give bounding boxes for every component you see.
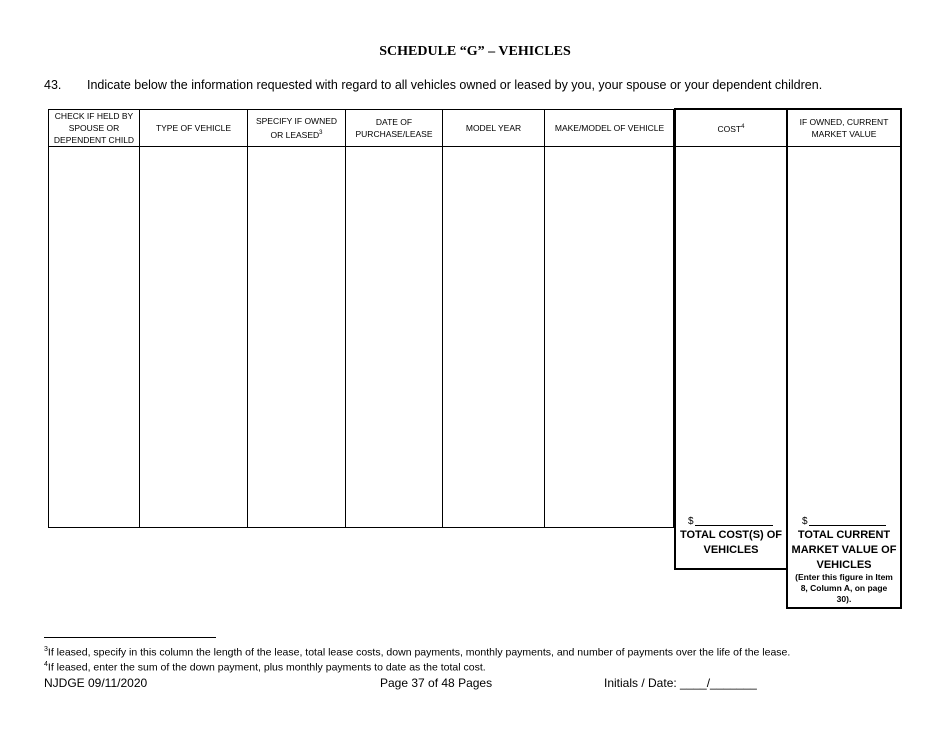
page-number: Page 37 of 48 Pages	[380, 676, 493, 690]
header-check-held: CHECK IF HELD BY SPOUSE OR DEPENDENT CHILD	[53, 111, 135, 145]
column-divider	[139, 109, 140, 528]
page-title: SCHEDULE “G” – VEHICLES	[379, 44, 571, 59]
total-market-value-label: TOTAL CURRENT MARKET VALUE OF VEHICLES	[791, 529, 897, 571]
market-value-note: (Enter this figure in Item 8, Column A, on page 30).	[795, 572, 893, 604]
footnote-ref: 3	[319, 130, 323, 137]
instruction-text: Indicate below the information requested with regard to all vehicles owned or leased by you, your spouse or your dependent children.	[87, 78, 823, 92]
market-total-bottom	[786, 607, 902, 609]
header-model-year: MODEL YEAR	[465, 123, 522, 133]
form-id: NJDGE 09/11/2020	[44, 676, 148, 690]
footnote-rule	[44, 637, 216, 638]
total-cost-label: TOTAL COST(S) OF VEHICLES	[679, 529, 783, 556]
header-type-of-vehicle: TYPE OF VEHICLE	[155, 123, 232, 133]
total-cost-input[interactable]	[695, 525, 773, 526]
footnote-3: $^3$If leased, specify in this column the length of the lease, total lease costs, down payments, monthly payments, and number of payments over the life of the lease.	[44, 646, 791, 659]
total-market-value-input[interactable]	[809, 525, 886, 526]
thick-right-border	[900, 108, 902, 609]
thick-middle-border	[786, 108, 788, 609]
cost-total-bottom	[674, 568, 788, 570]
column-divider	[247, 109, 248, 528]
header-market-value: IF OWNED, CURRENT MARKET VALUE	[799, 117, 889, 139]
header-owned-leased: SPECIFY IF OWNED OR LEASED$^3$	[255, 116, 338, 140]
column-divider	[345, 109, 346, 528]
header-divider	[48, 146, 901, 147]
thick-left-border	[674, 108, 676, 570]
header-date-purchase: DATE OF PURCHASE/LEASE	[355, 117, 433, 139]
footnote-ref: 4	[741, 124, 745, 131]
footnote-4: $^4$If leased, enter the sum of the down payment, plus monthly payments to date as the total cost.	[44, 661, 486, 674]
vehicles-table	[48, 109, 674, 528]
instruction	[44, 78, 822, 92]
header-make-model: MAKE/MODEL OF VEHICLE	[554, 123, 665, 133]
initials-date-field[interactable]: Initials / Date: ____/_______	[604, 676, 757, 690]
header-cost: COST$^4$	[717, 123, 745, 134]
item-number: 43.	[44, 78, 62, 92]
column-divider	[544, 109, 545, 528]
market-currency-symbol: $	[802, 516, 808, 527]
column-divider	[442, 109, 443, 528]
cost-currency-symbol: $	[688, 516, 694, 527]
